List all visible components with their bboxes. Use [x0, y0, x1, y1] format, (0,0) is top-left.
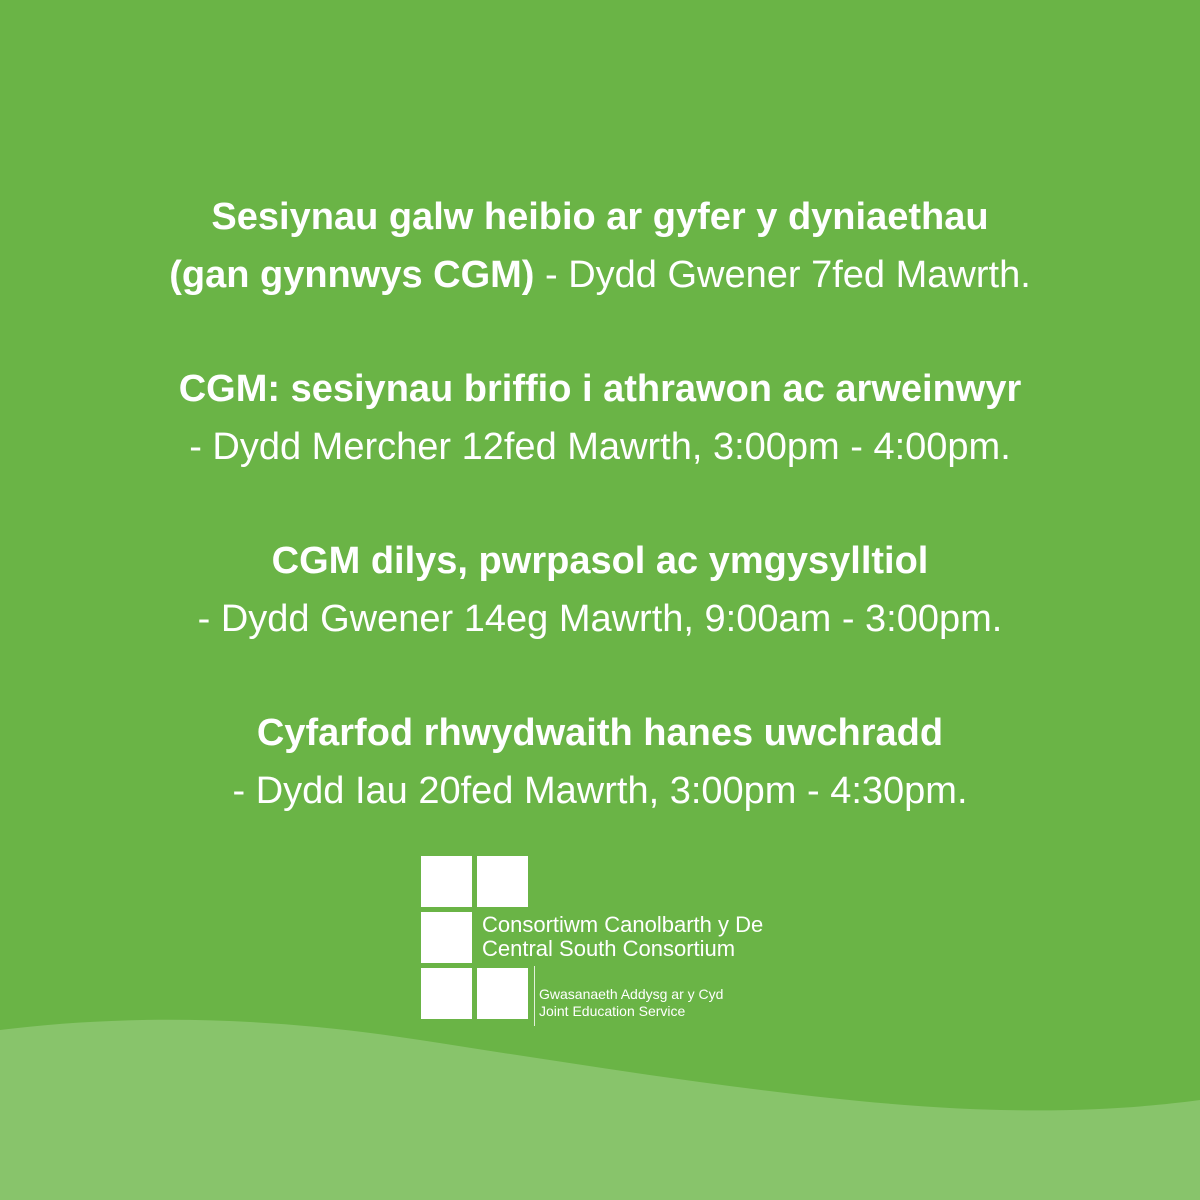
- event-title: CGM dilys, pwrpasol ac ymgysylltiol: [271, 540, 929, 582]
- events-list: [0, 188, 1200, 820]
- event-title: CGM: sesiynau briffio i athrawon ac arweinwyr: [178, 368, 1022, 410]
- event-date: - Dydd Gwener 7fed Mawrth.: [534, 254, 1031, 296]
- event-item: [0, 704, 1200, 820]
- event-subtitle: (gan gynnwys CGM): [169, 254, 535, 296]
- event-title: Cyfarfod rhwydwaith hanes uwchradd: [256, 712, 944, 754]
- event-item: [0, 532, 1200, 648]
- event-item: [0, 188, 1200, 304]
- event-date: - Dydd Mercher 12fed Mawrth, 3:00pm - 4:00pm.: [189, 426, 1011, 468]
- logo-service-english: Joint Education Service: [539, 1003, 686, 1019]
- logo-square-icon: [421, 968, 472, 1019]
- logo-square-icon: [477, 856, 528, 907]
- logo-square-icon: [477, 968, 528, 1019]
- logo-name-welsh: Consortiwm Canolbarth y De: [482, 912, 764, 937]
- event-title: Sesiynau galw heibio ar gyfer y dyniaethau: [211, 196, 989, 238]
- logo-service-welsh: Gwasanaeth Addysg ar y Cyd: [539, 986, 724, 1002]
- logo-square-icon: [421, 856, 472, 907]
- logo-name-english: Central South Consortium: [482, 936, 736, 961]
- logo-square-icon: [421, 912, 472, 963]
- logo-divider: [534, 966, 535, 1026]
- event-date: - Dydd Iau 20fed Mawrth, 3:00pm - 4:30pm.: [232, 770, 968, 812]
- consortium-logo: [421, 856, 821, 1026]
- event-item: [0, 360, 1200, 476]
- event-date: - Dydd Gwener 14eg Mawrth, 9:00am - 3:00pm.: [197, 598, 1003, 640]
